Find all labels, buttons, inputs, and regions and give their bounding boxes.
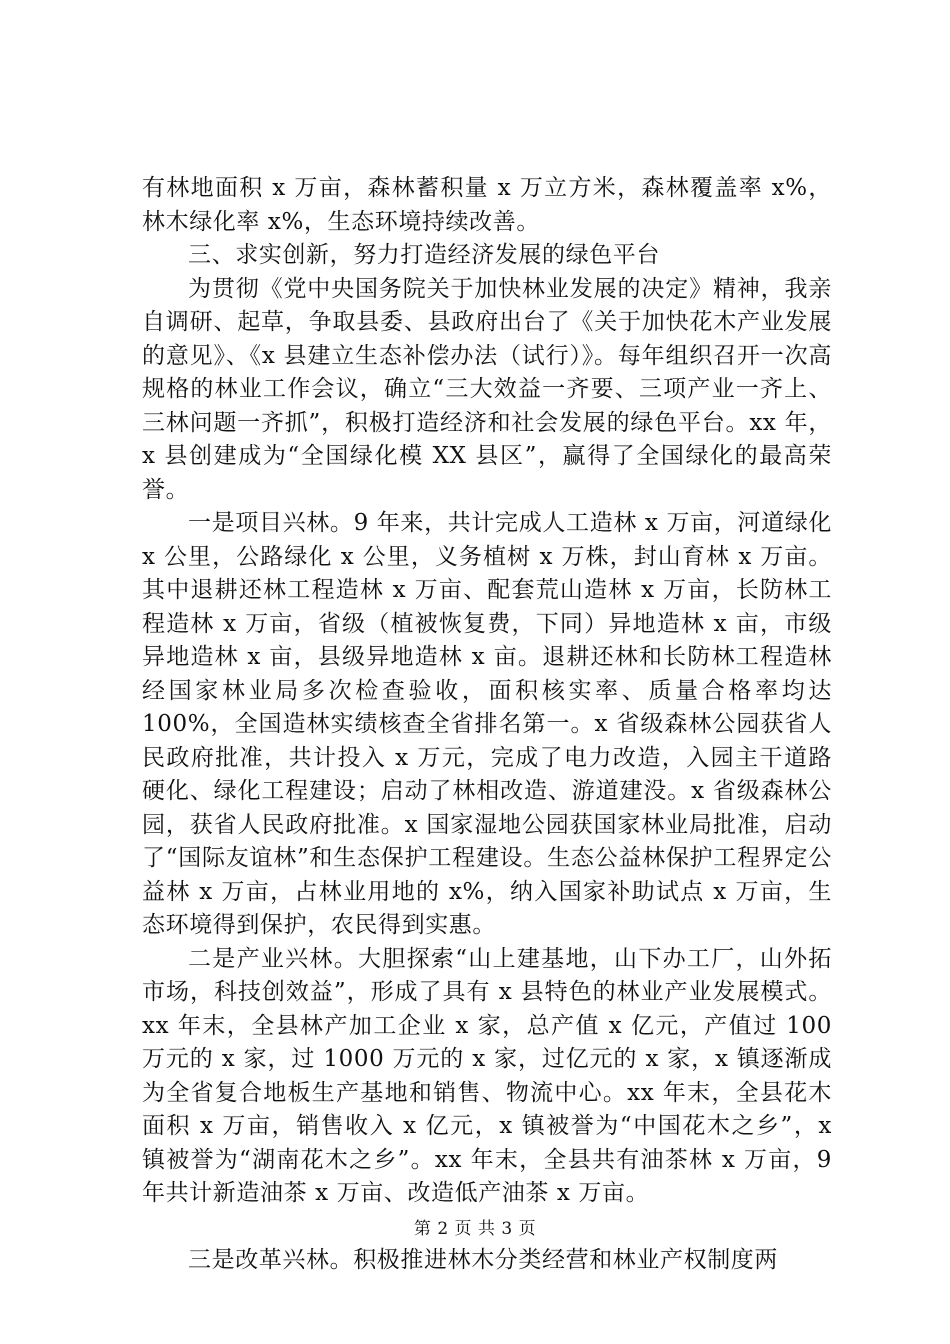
paragraph-industry-forestry: 二是产业兴林。大胆探索“山上建基地，山下办工厂，山外拓市场，科技创效益”，形成了具有 x 县特色的林业产业发展模式。xx 年末，全县林产加工企业 x 家，总产值 x 亿元，产值过 100 万元的 x 家，过 1000 万元的 x 家，过亿元的 x 家，x 镇逐渐成为全省复合地板生产基地和销售、物流中心。xx 年末，全县花木面积 x 万亩，销售收入 x 亿元，x 镇被誉为“中国花木之乡”，x 镇被誉为“湖南花木之乡”。xx 年末，全县共有油茶林 x 万亩，9 年共计新造油茶 x 万亩、改造低产油茶 x 万亩。 [142, 945, 832, 1206]
section-heading-three: 三、求实创新，努力打造经济发展的绿色平台 [188, 242, 660, 268]
paragraph-reform-forestry: 三是改革兴林。积极推进林木分类经营和林业产权制度两 [188, 1246, 778, 1273]
paragraph-policy: 为贯彻《党中央国务院关于加快林业发展的决定》精神，我亲自调研、起草，争取县委、县政府出台了《关于加快花木产业发展的意见》、《x 县建立生态补偿办法（试行）》。每年组织召开一次高规格的林业工作会议，确立“三大效益一齐要、三项产业一齐上、三林问题一齐抓”，积极打造经济和社会发展的绿色平台。xx 年，x 县创建成为“全国绿化模 XX 县区”，赢得了全国绿化的最高荣誉。 [142, 275, 832, 503]
document-body [142, 172, 832, 1277]
paragraph-project-forestry: 一是项目兴林。9 年来，共计完成人工造林 x 万亩，河道绿化 x 公里，公路绿化 x 公里，义务植树 x 万株，封山育林 x 万亩。其中退耕还林工程造林 x 万亩、配套荒山造林 x 万亩，长防林工程造林 x 万亩，省级（植被恢复费，下同）异地造林 x 亩，市级异地造林 x 亩，县级异地造林 x 亩。退耕还林和长防林工程造林经国家林业局多次检查验收，面积核实率、质量合格率均达 100%，全国造林实绩核查全省排名第一。x 省级森林公园获省人民政府批准，共计投入 x 万元，完成了电力改造，入园主干道路硬化、绿化工程建设；启动了林相改造、游道建没。x 省级森林公园，获省人民政府批准。x 国家湿地公园获国家林业局批准，启动了“国际友谊林”和生态保护工程建设。生态公益林保护工程界定公益林 x 万亩，占林业用地的 x%，纳入国家补助试点 x 万亩，生态环境得到保护，农民得到实惠。 [142, 510, 832, 938]
paragraph-forest-stats: 有林地面积 x 万亩，森林蓄积量 x 万立方米，森林覆盖率 x%，林木绿化率 x%，生态环境持续改善。 [142, 175, 832, 235]
page-footer: 第 2 页 共 3 页 [413, 1219, 537, 1239]
